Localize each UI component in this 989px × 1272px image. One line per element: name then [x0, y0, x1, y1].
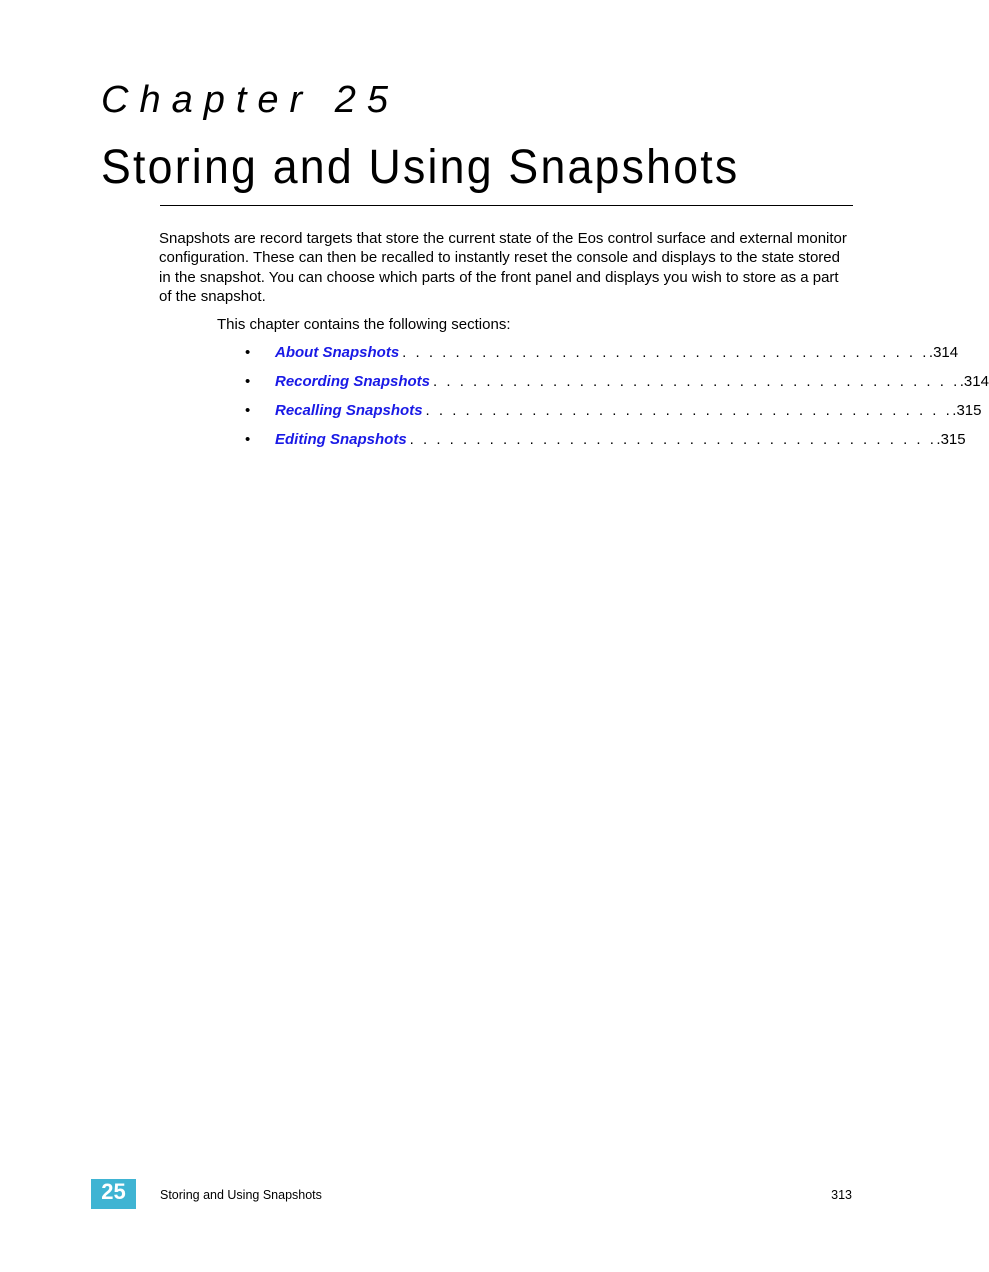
footer-page-number: 313	[831, 1188, 852, 1202]
leader-dots: . . . . . . . . . . . . . . . . . . . . . . . . . . . . . . . . . . . . . . . .	[425, 402, 953, 419]
title-divider	[160, 205, 853, 206]
toc-item-recording-snapshots	[245, 372, 989, 391]
toc-link-recalling-snapshots[interactable]: Recalling Snapshots	[275, 402, 423, 419]
toc-link-recording-snapshots[interactable]: Recording Snapshots	[275, 373, 431, 390]
chapter-label: Chapter 25	[101, 79, 400, 121]
bullet-icon: •	[245, 373, 251, 390]
bullet-icon: •	[245, 402, 251, 419]
toc-page-ref: .314	[928, 344, 959, 361]
toc-page-ref: .314	[959, 373, 989, 390]
leader-dots: . . . . . . . . . . . . . . . . . . . . . . . . . . . . . . . . . . . . . . . .	[409, 431, 937, 448]
toc-line	[275, 372, 989, 391]
bullet-icon: •	[245, 431, 251, 448]
bullet-icon: •	[245, 344, 251, 361]
toc-item-recalling-snapshots	[245, 401, 982, 420]
toc-page-ref: .315	[952, 402, 982, 419]
toc-item-about-snapshots	[245, 343, 959, 362]
intro-paragraph: Snapshots are record targets that store the current state of the Eos control surface and external monitor configuration. These can then be recalled to instantly reset the console and displays to the state stored in the snapshot. You can choose which parts of the front panel and displays you wish to store as a part of the snapshot.	[159, 230, 847, 305]
chapter-title: Storing and Using Snapshots	[101, 141, 740, 194]
toc-line	[275, 343, 959, 362]
toc-line	[275, 401, 982, 420]
toc-item-editing-snapshots	[245, 430, 966, 449]
toc-link-about-snapshots[interactable]: About Snapshots	[275, 344, 400, 361]
toc-link-editing-snapshots[interactable]: Editing Snapshots	[275, 431, 407, 448]
sections-intro-text: This chapter contains the following sections:	[217, 316, 511, 333]
toc-line	[275, 430, 966, 449]
footer-title: Storing and Using Snapshots	[160, 1188, 322, 1202]
leader-dots: . . . . . . . . . . . . . . . . . . . . . . . . . . . . . . . . . . . . . . . .	[433, 373, 960, 390]
leader-dots: . . . . . . . . . . . . . . . . . . . . . . . . . . . . . . . . . . . . . . . .	[402, 344, 929, 361]
toc-page-ref: .315	[936, 431, 966, 448]
table-of-contents	[245, 343, 989, 459]
chapter-number-badge: 25	[91, 1179, 136, 1209]
